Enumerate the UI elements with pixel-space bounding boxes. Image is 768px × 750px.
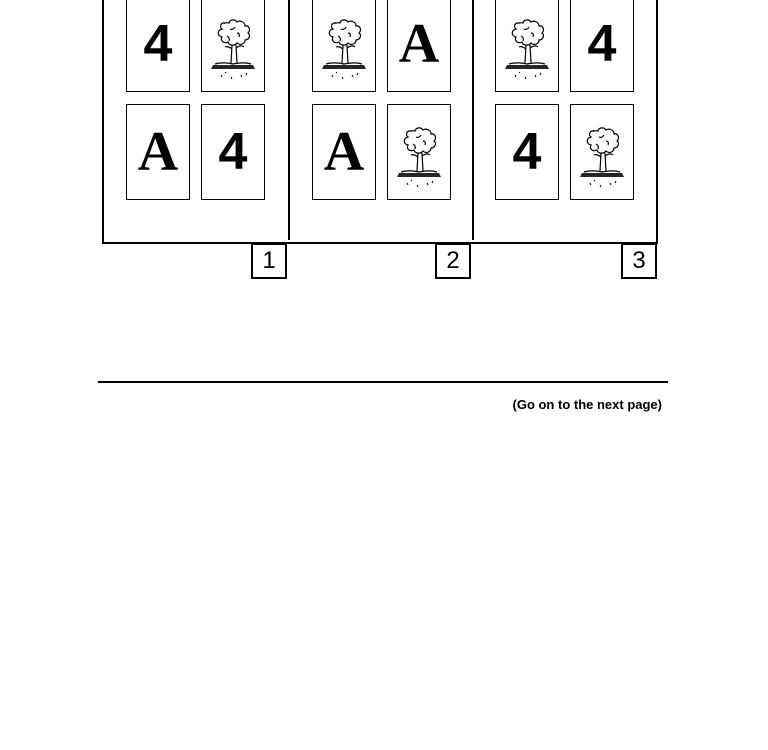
panel-divider bbox=[472, 0, 474, 240]
next-page-note: (Go on to the next page) bbox=[512, 397, 662, 412]
number-card[interactable] bbox=[201, 104, 265, 200]
tree-icon bbox=[203, 0, 263, 89]
tree-icon bbox=[572, 107, 632, 197]
tree-icon bbox=[314, 0, 374, 89]
card-glyph: 4 bbox=[587, 15, 617, 73]
tree-card[interactable] bbox=[570, 104, 634, 200]
card-glyph: 4 bbox=[143, 15, 173, 73]
letter-card[interactable] bbox=[126, 104, 190, 200]
panel-divider bbox=[288, 0, 290, 240]
card-glyph: 4 bbox=[218, 123, 248, 181]
letter-card[interactable] bbox=[387, 0, 451, 92]
panel-number-3[interactable]: 3 bbox=[621, 243, 657, 279]
number-card[interactable] bbox=[570, 0, 634, 92]
panel-number-2[interactable]: 2 bbox=[435, 243, 471, 279]
card-glyph: A bbox=[398, 13, 440, 75]
tree-card[interactable] bbox=[201, 0, 265, 92]
tree-card[interactable] bbox=[312, 0, 376, 92]
tree-icon bbox=[497, 0, 557, 89]
tree-icon bbox=[389, 107, 449, 197]
letter-card[interactable] bbox=[312, 104, 376, 200]
card-glyph: A bbox=[323, 121, 365, 183]
panel-number-1[interactable]: 1 bbox=[251, 243, 287, 279]
card-glyph: A bbox=[137, 121, 179, 183]
tree-card[interactable] bbox=[387, 104, 451, 200]
tree-card[interactable] bbox=[495, 0, 559, 92]
number-card[interactable] bbox=[495, 104, 559, 200]
page-rule bbox=[98, 381, 668, 383]
card-glyph: 4 bbox=[512, 123, 542, 181]
number-card[interactable] bbox=[126, 0, 190, 92]
